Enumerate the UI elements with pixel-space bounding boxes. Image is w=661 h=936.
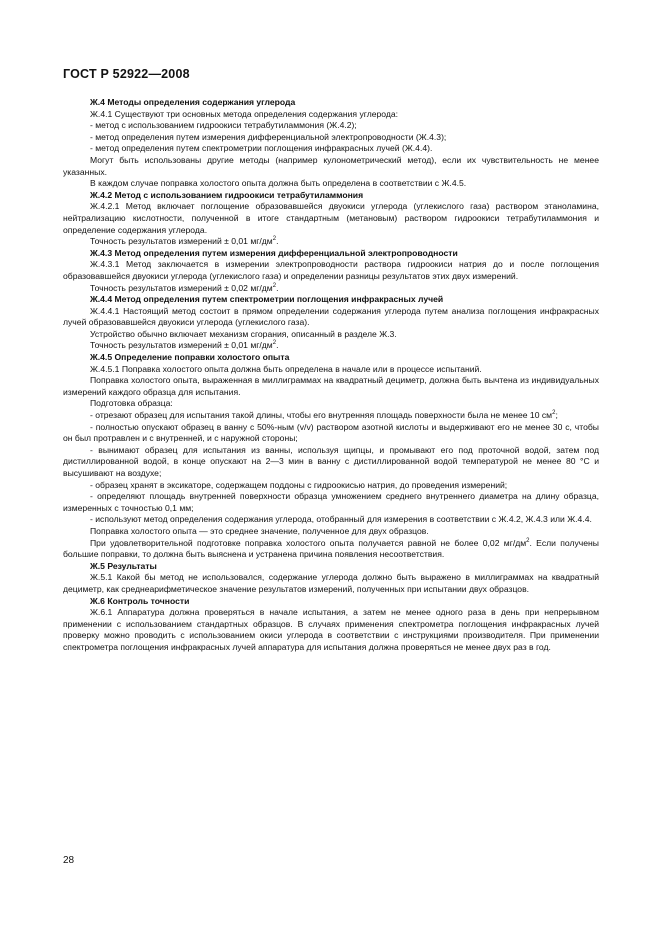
paragraph: Ж.4.4.1 Настоящий метод состоит в прямом определении содержания углерода путем анализа поглощения инфракрасных лучей образовавшейся двуокиси углерода (углекислого газа). [63,305,599,328]
section-heading-zh6: Ж.6 Контроль точности [90,595,190,606]
section-heading-zh4: Ж.4 Методы определения содержания углерода [90,97,296,107]
paragraph: Могут быть использованы другие методы (например кулонометрический метод), если их чувствительность не менее указанных. [63,154,599,177]
paragraph: Поправка холостого опыта, выраженная в миллиграммах на квадратный дециметр, должна быть вычтена из индивидуальных измерений каждого образца для испытания. [63,375,599,397]
list-item: - определяют площадь внутренней поверхности образца умножением среднего внутреннего диаметра на длину образца, измеренных с точностью 0,1 мм; [63,491,599,513]
superscript: 2 [272,340,277,347]
page-header-title: ГОСТ Р 52922—2008 [63,67,190,81]
page-number: 28 [63,855,75,866]
paragraph: Устройство обычно включает механизм сгорания, описанный в разделе Ж.3. [90,328,397,339]
superscript: 2 [272,282,277,289]
list-item: - метод определения путем спектрометрии поглощения инфракрасных лучей (Ж.4.4). [90,143,433,154]
paragraph [63,538,599,561]
list-item: - отрезают образец для испытания такой длины, чтобы его внутренняя площадь поверхности была не менее 10 $см^2$; [90,410,558,421]
superscript: 2 [272,236,277,243]
paragraph: Подготовка образца: [90,398,173,409]
paragraph-text: . Если получены большие поправки, то должна быть выяснена и устранена причина появления несоответствия. [63,537,599,560]
paragraph-text: При удовлетворительной подготовке поправка холостого опыта получается равной не более 0,02 мг/дм [90,537,527,548]
paragraph: Ж.4.5.1 Поправка холостого опыта должна быть определена в начале или в процессе испытаний. [90,363,482,374]
accuracy-line: Точность результатов измерений ± 0,02 $мг/дм^2$. [90,282,279,293]
paragraph: Поправка холостого опыта — это среднее значение, полученное для двух образцов. [90,525,429,536]
list-item: - используют метод определения содержания углерода, отобранный для измерения в соответствии с Ж.4.2, Ж.4.3 или Ж.4.4. [90,514,592,525]
list-item: - вынимают образец для испытания из ванны, используя щипцы, и промывают его под проточной водой, затем под дистиллированной водой, в конце опускают на 2—3 мин в ванну с дистиллированной водой температурой не менее 80 °С и высушивают на воздухе; [63,444,599,478]
list-item: - образец хранят в эксикаторе, содержащем поддоны с гидроокисью натрия, до проведения измерений; [90,479,508,490]
document-body [63,97,599,654]
paragraph: Ж.4.3.1 Метод заключается в измерении электропроводности раствора гидроокиси натрия до и после поглощения образовавшейся двуокиси углерода (углекислого газа) и определении разницы результатов этих двух измерений. [63,259,599,281]
list-item: - полностью опускают образец в ванну с 50%-ным (v/v) раствором азотной кислоты и выдерживают его не менее 30 с, чтобы он был протравлен и с внутренней, и с наружной стороны; [63,421,599,444]
section-heading-zh4-5: Ж.4.5 Определение поправки холостого опыта [90,352,290,363]
paragraph: Ж.5.1 Какой бы метод не использовался, содержание углерода должно быть выражено в миллиграммах на квадратный дециметр, как среднеарифметическое значение результатов измерений, полученных при испытании двух образцов. [63,572,599,594]
paragraph: Ж.4.2.1 Метод включает поглощение образовавшейся двуокиси углерода (углекислого газа) раствором этаноламина, нейтрализацию кислотности, полученной в итоге стандартным (метановым) раствором гидроокиси тетрабутиламмония и определение содержания углерода. [63,201,599,235]
paragraph: В каждом случае поправка холостого опыта должна быть определена в соответствии с Ж.4.5. [90,178,467,189]
accuracy-line: Точность результатов измерений ± 0,01 $мг/дм^2$. [90,340,279,351]
accuracy-text: Точность результатов измерений ± 0,01 мг/дм [90,236,273,247]
accuracy-text: Точность результатов измерений ± 0,02 мг/дм [90,282,273,293]
superscript: 2 [552,410,556,417]
section-heading-zh4-2: Ж.4.2 Метод с использованием гидроокиси тетрабутиламмония [90,189,364,200]
section-heading-zh4-4: Ж.4.4 Метод определения путем спектрометрии поглощения инфракрасных лучей [90,294,444,305]
list-item: - метод с использованием гидроокиси тетрабутиламмония (Ж.4.2); [90,120,357,131]
superscript: 2 [526,537,530,544]
list-item-text: - отрезают образец для испытания такой длины, чтобы его внутренняя площадь поверхности была не менее 10 см [90,410,553,421]
section-heading-zh5: Ж.5 Результаты [90,560,157,571]
section-heading-zh4-3: Ж.4.3 Метод определения путем измерения дифференциальной электропроводности [90,247,458,258]
list-item: - метод определения путем измерения дифференциальной электропроводности (Ж.4.3); [90,131,447,142]
paragraph: Ж.6.1 Аппаратура должна проверяться в начале испытания, а затем не менее одного раза в день при непрерывном применении с использованием стандартных образцов. В случаях применения спектрометра поглощения инфракрасных лучей проверку можно проводить с использованием окиси углерода в соответствии с инструкциями производителя. При применении спектрометра поглощения инфракрасных лучей аппаратура для испытания должна проверяться не менее двух раз в год. [63,607,599,652]
accuracy-line: Точность результатов измерений ± 0,01 $мг/дм^2$. [90,236,279,247]
accuracy-text: Точность результатов измерений ± 0,01 мг/дм [90,340,273,351]
paragraph: Ж.4.1 Существуют три основных метода определения содержания углерода: [90,108,399,119]
